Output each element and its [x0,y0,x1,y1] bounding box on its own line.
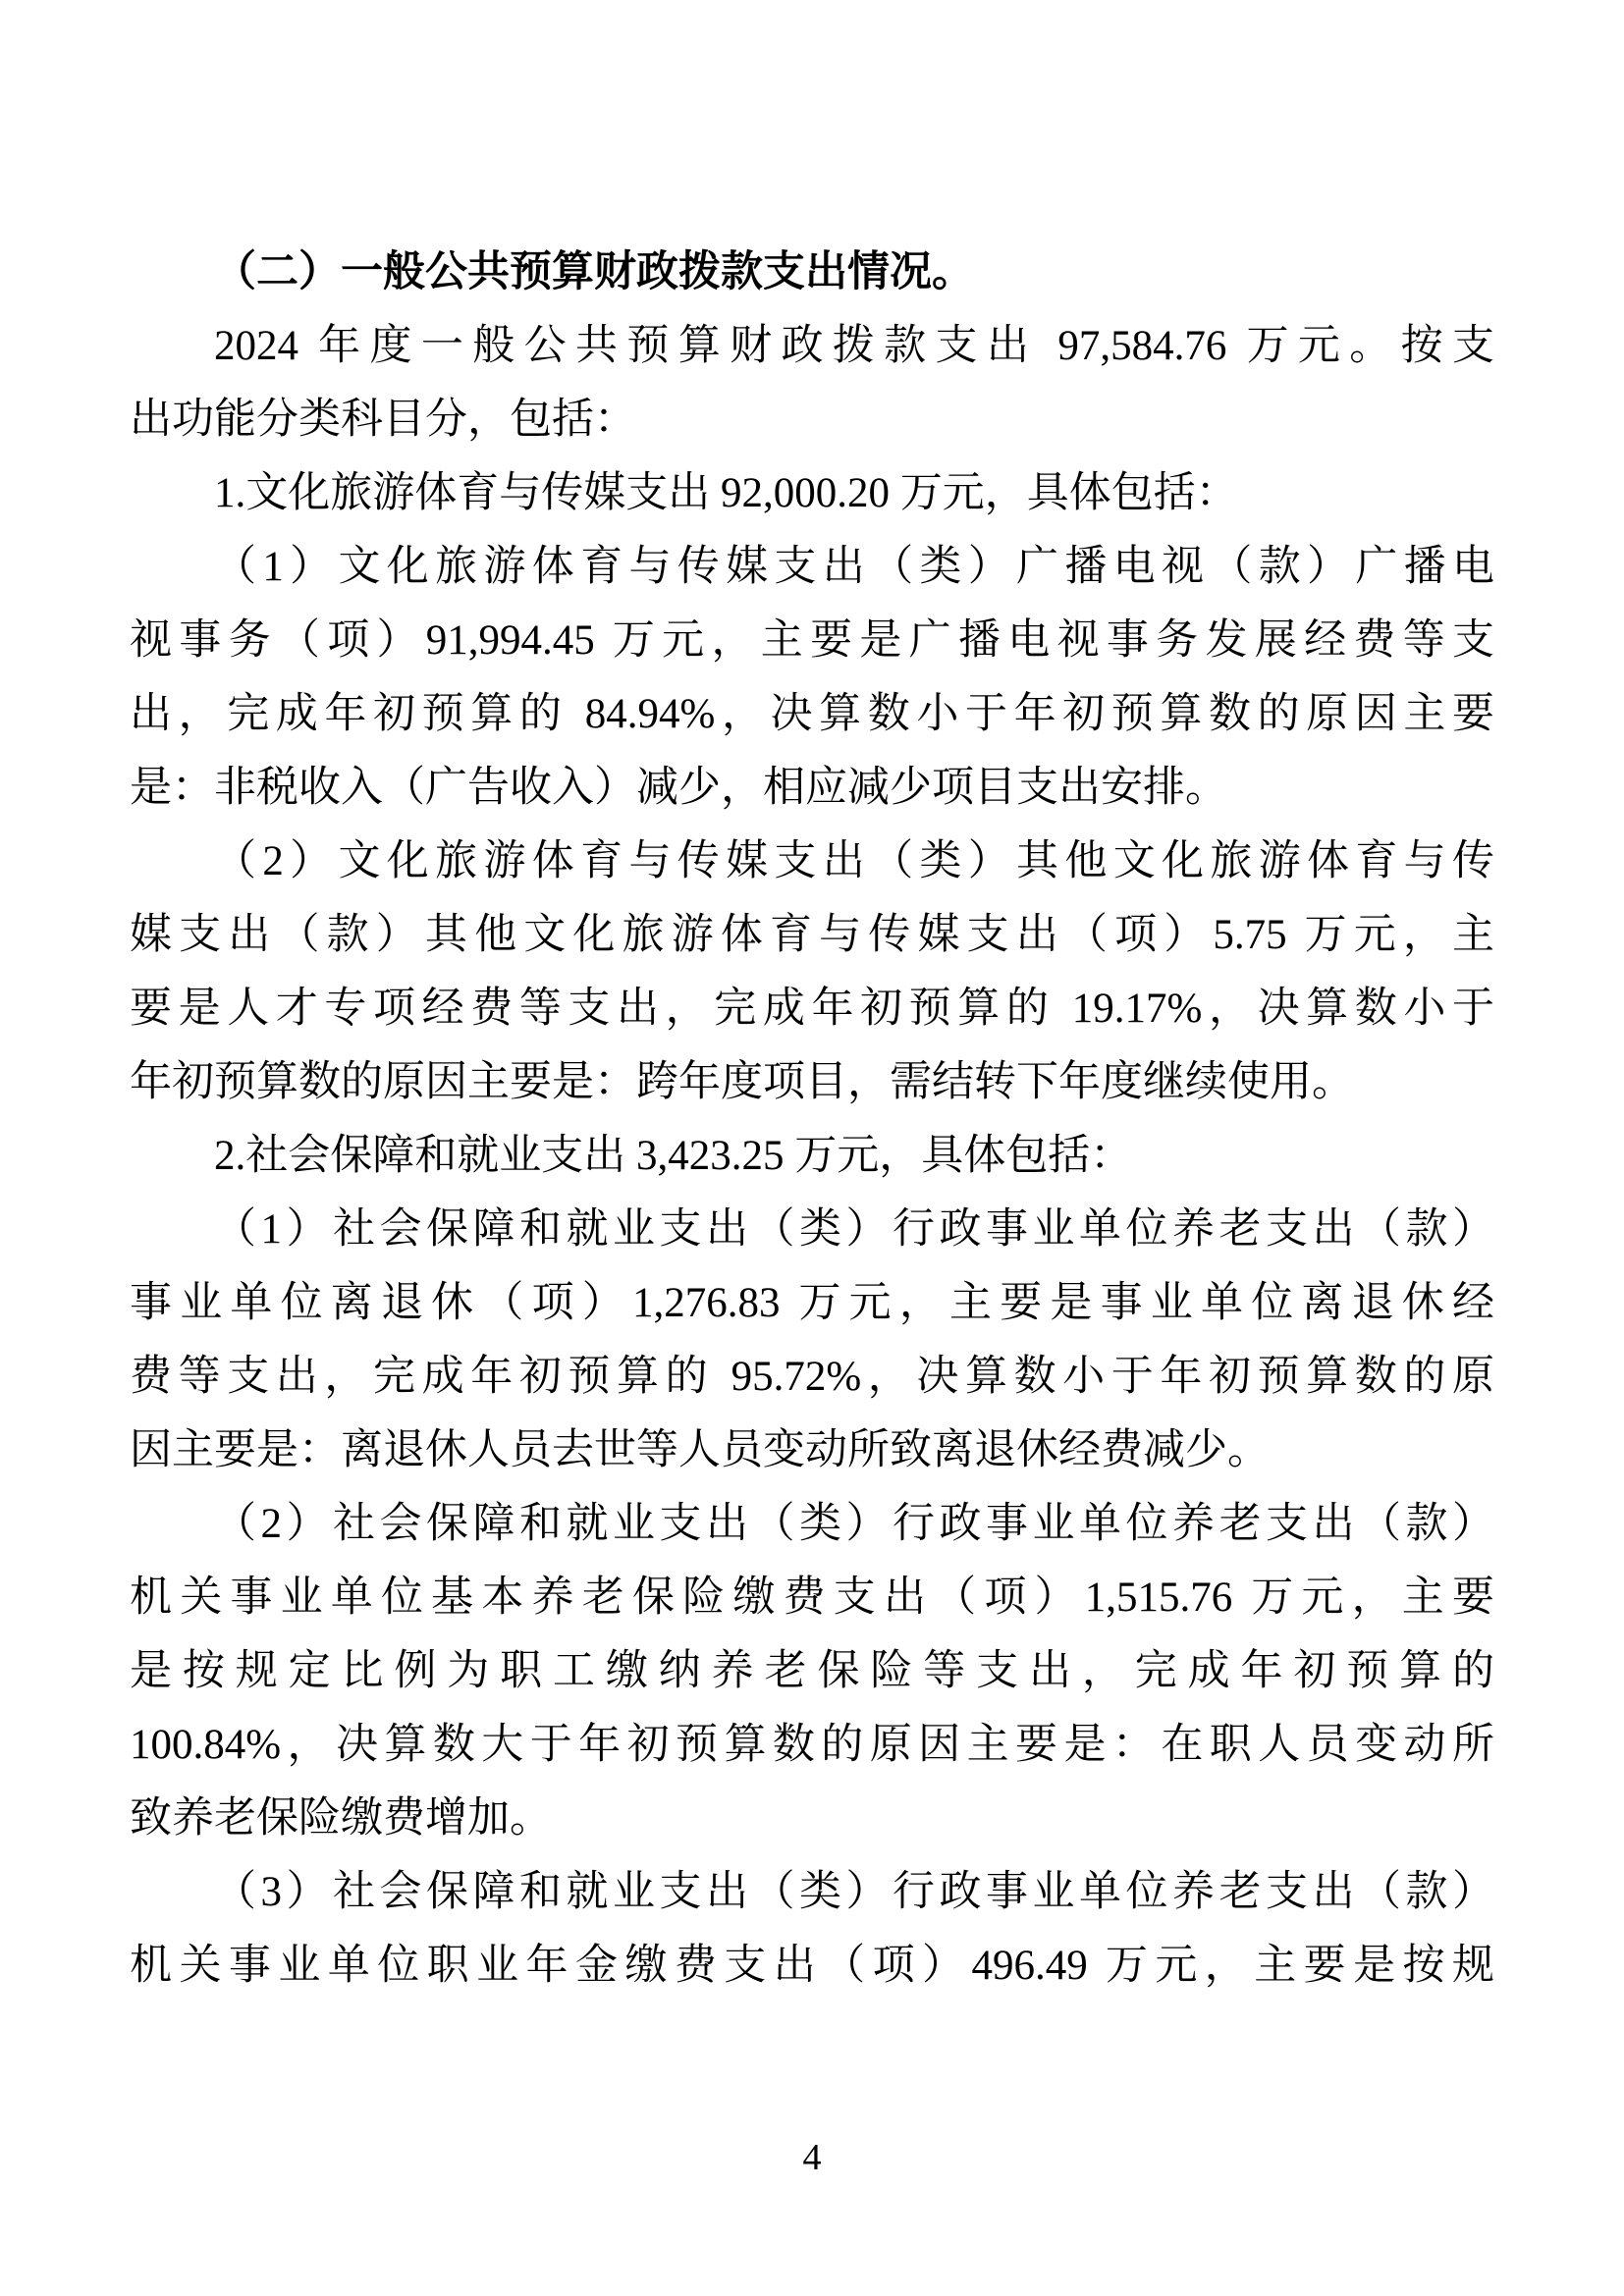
text-line: 是：非税收入（广告收入）减少，相应减少项目支出安排。 [130,765,1227,811]
section-heading: （二）一般公共预算财政拨款支出情况。 [214,249,974,295]
page-number: 4 [802,2137,822,2178]
text-line: 因主要是：离退休人员去世等人员变动所致离退休经费减少。 [130,1427,1270,1473]
text-line: （2）文化旅游体育与传媒支出（类）其他文化旅游体育与传 [214,838,1494,884]
text-line: 费等支出，完成年初预算的 95.72%，决算数小于年初预算数的原 [130,1354,1494,1400]
text-line: 要是人才专项经费等支出，完成年初预算的 19.17%，决算数小于 [130,986,1494,1032]
text-line: 机关事业单位职业年金缴费支出（项）496.49 万元，主要是按规 [130,1943,1494,1989]
text-line: 出，完成年初预算的 84.94%，决算数小于年初预算数的原因主要 [130,691,1494,737]
text-line: 视事务（项）91,994.45 万元，主要是广播电视事务发展经费等支 [130,617,1494,664]
text-line: 100.84%，决算数大于年初预算数的原因主要是：在职人员变动所 [130,1722,1494,1768]
text-line: 年初预算数的原因主要是：跨年度项目，需结转下年度继续使用。 [130,1059,1354,1105]
text-line: 事业单位离退休（项）1,276.83 万元，主要是事业单位离退休经 [130,1280,1494,1326]
text-line: 致养老保险缴费增加。 [130,1795,552,1842]
text-line: （2）社会保障和就业支出（类）行政事业单位养老支出（款） [214,1501,1494,1547]
text-line: 2.社会保障和就业支出 3,423.25 万元，具体包括： [214,1133,1133,1179]
text-line: 是按规定比例为职工缴纳养老保险等支出，完成年初预算的 [130,1648,1494,1694]
text-line: （1）文化旅游体育与传媒支出（类）广播电视（款）广播电 [214,544,1494,590]
text-line: （3）社会保障和就业支出（类）行政事业单位养老支出（款） [214,1869,1494,1915]
text-line: 机关事业单位基本养老保险缴费支出（项）1,515.76 万元，主要 [130,1575,1494,1621]
text-line: （1）社会保障和就业支出（类）行政事业单位养老支出（款） [214,1206,1494,1253]
text-line: 媒支出（款）其他文化旅游体育与传媒支出（项）5.75 万元，主 [130,912,1494,958]
text-line: 出功能分类科目分，包括： [130,397,636,443]
text-line: 2024 年度一般公共预算财政拨款支出 97,584.76 万元。按支 [214,323,1494,369]
text-line: 1.文化旅游体育与传媒支出 92,000.20 万元，具体包括： [214,470,1238,516]
